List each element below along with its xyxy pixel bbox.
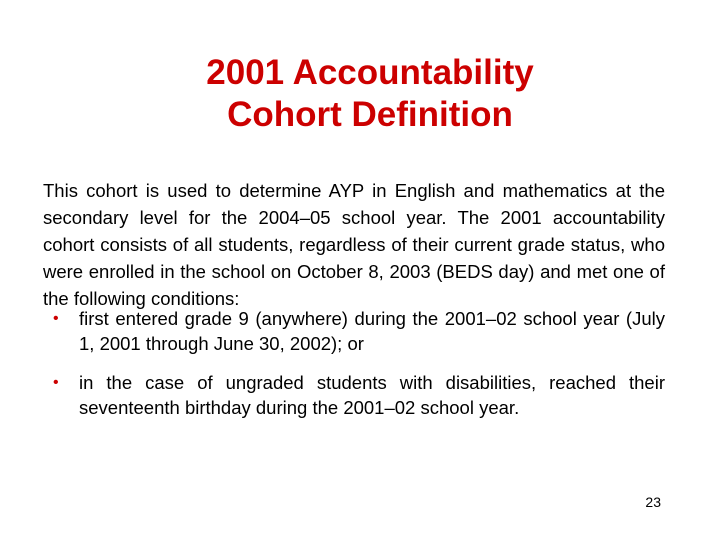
bullet-icon: • bbox=[53, 310, 59, 327]
slide-title bbox=[0, 52, 720, 136]
bullet-text: in the case of ungraded students with disabilities, reached their seventeenth birthday during the 2001–02 school year. bbox=[79, 372, 665, 418]
bullet-icon: • bbox=[53, 374, 59, 391]
list-item bbox=[43, 306, 665, 356]
conditions-list bbox=[43, 306, 665, 434]
title-line-1: 2001 Accountability bbox=[206, 53, 534, 92]
page-number: 23 bbox=[645, 494, 661, 510]
title-line-2: Cohort Definition bbox=[227, 95, 513, 134]
intro-paragraph: This cohort is used to determine AYP in English and mathematics at the secondary level for the 2004–05 school year. The 2001 accountability cohort consists of all students, regardless of their current grade status, who were enrolled in the school on October 8, 2003 (BEDS day) and met one of the following conditions: bbox=[43, 180, 665, 309]
list-item bbox=[43, 370, 665, 420]
bullet-text: first entered grade 9 (anywhere) during the 2001–02 school year (July 1, 2001 through June 30, 2002); or bbox=[79, 308, 665, 354]
